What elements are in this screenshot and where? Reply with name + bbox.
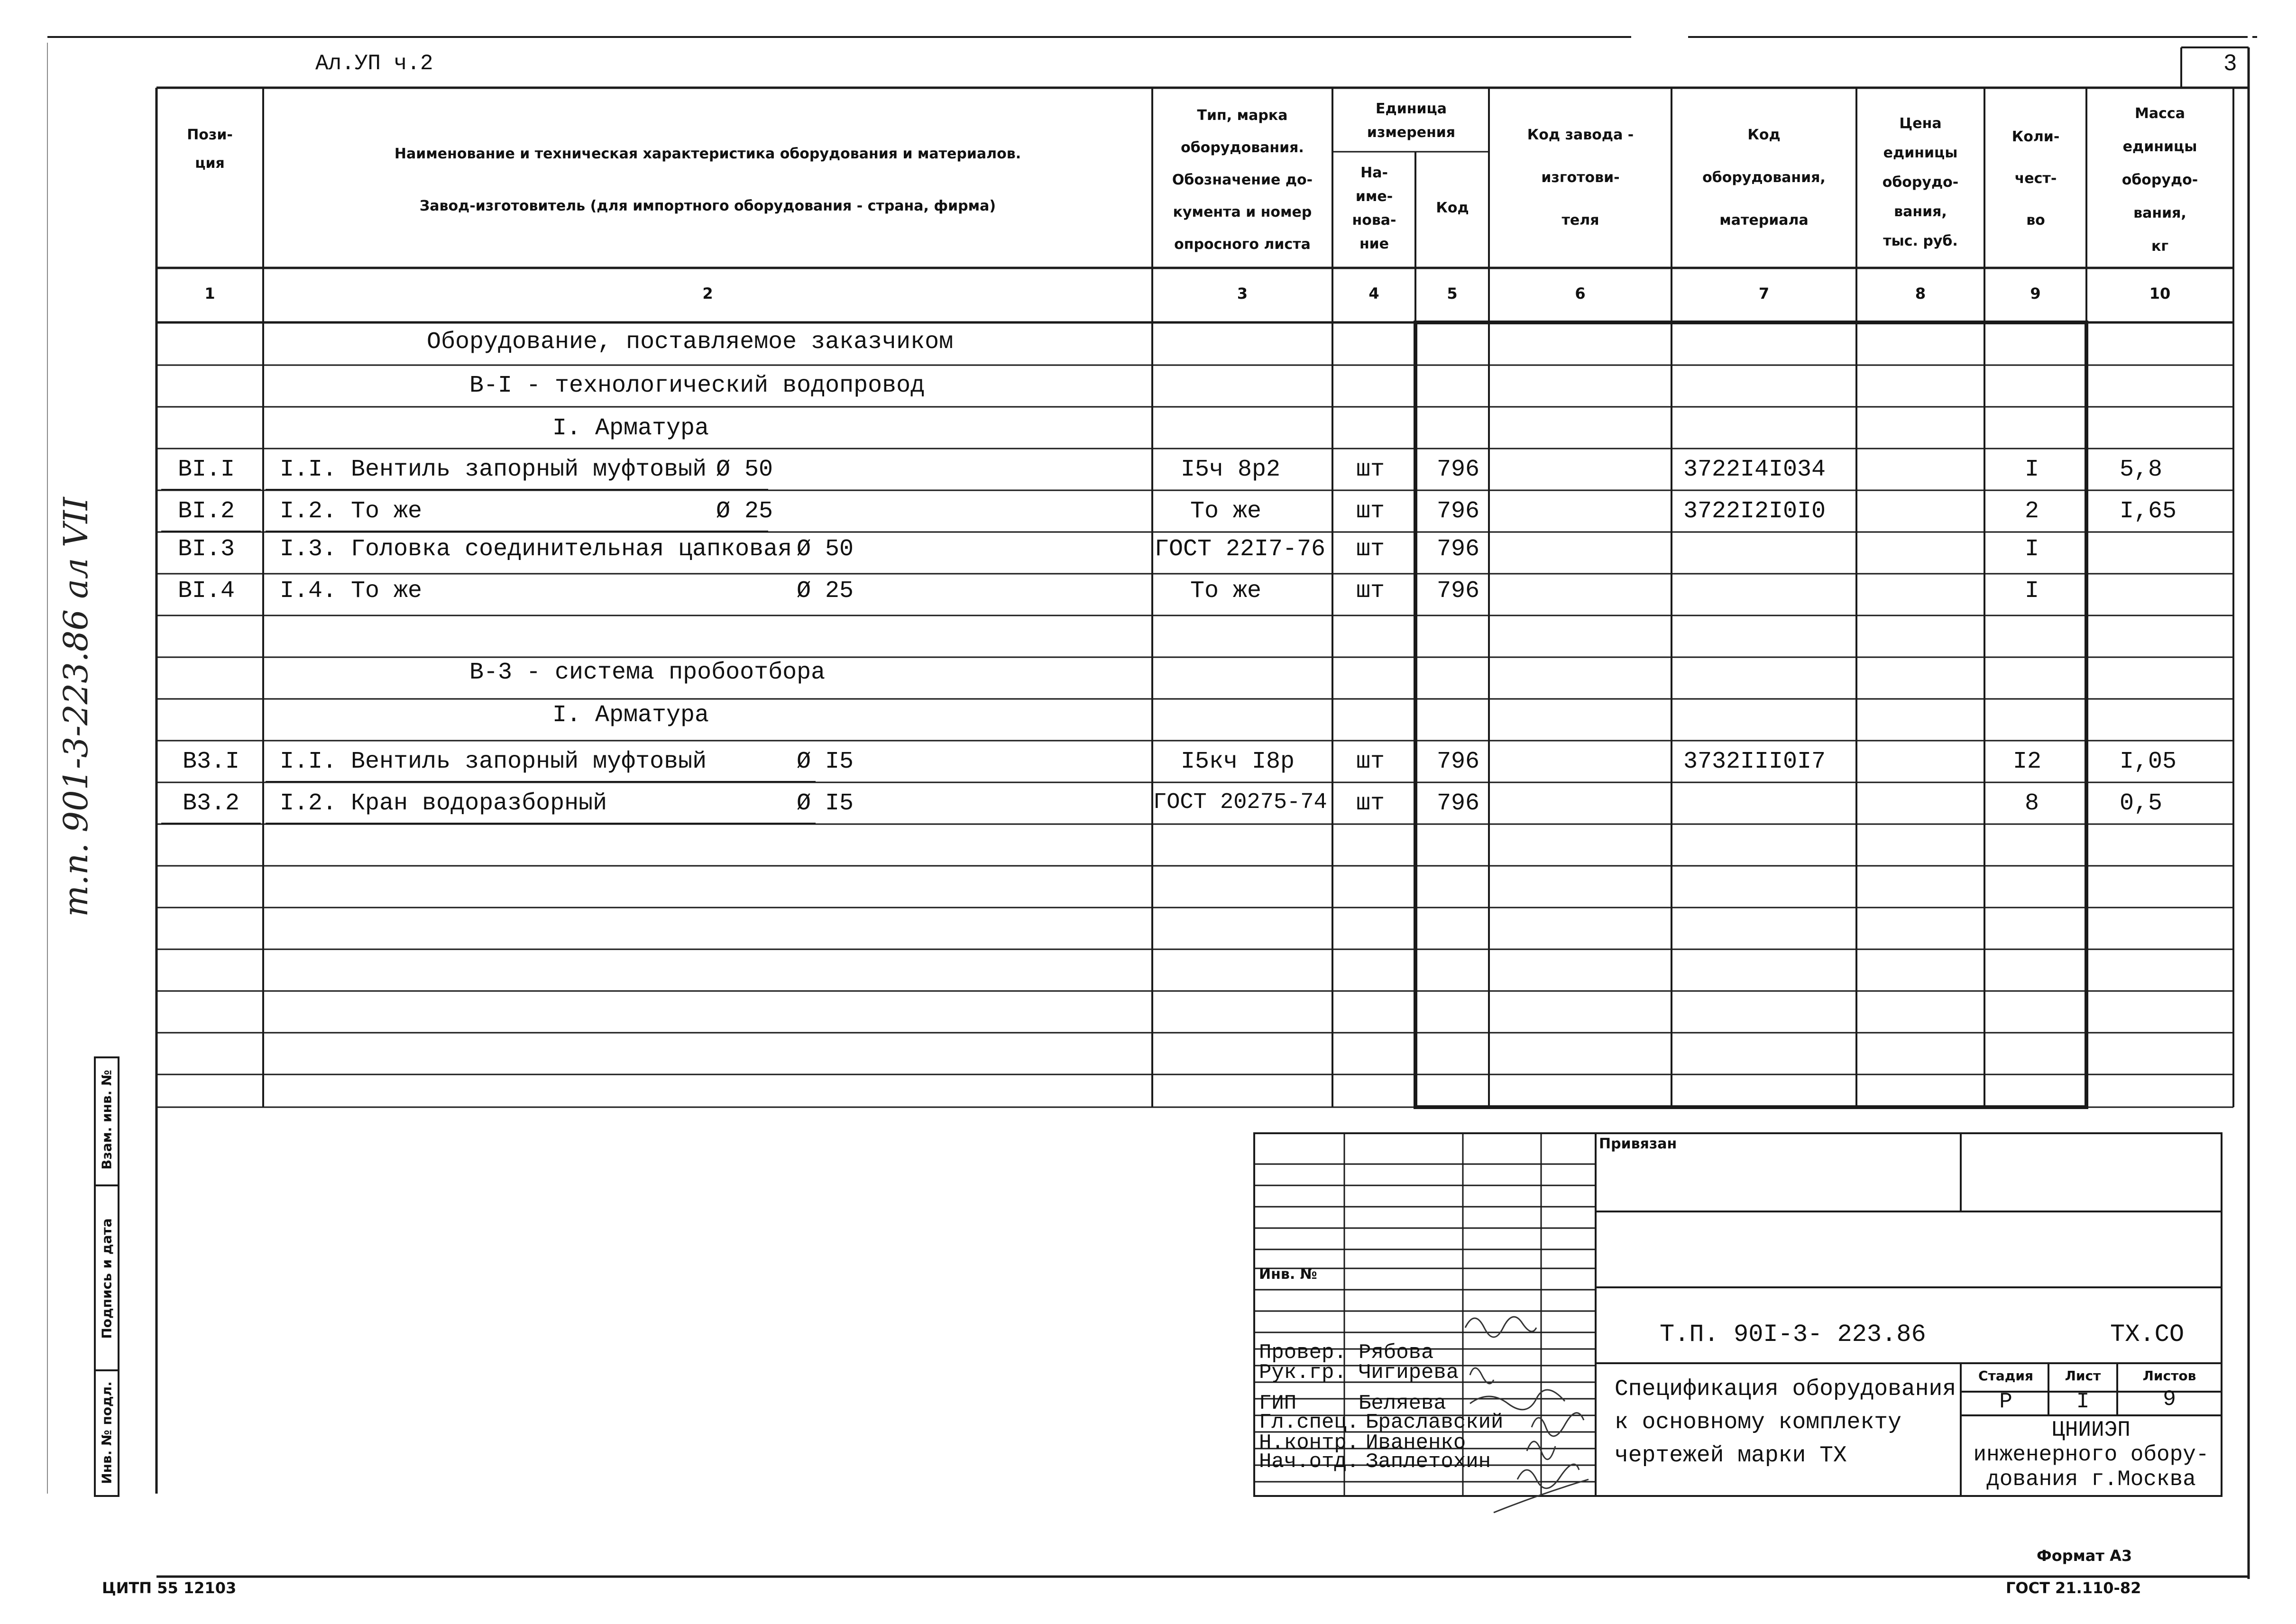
table-cell-name: I.3. Головка соединительная цапковая [280,536,792,563]
table-cell-dia: Ø 50 [797,536,854,563]
col-header-6: Код завода - изготови- теля [1527,127,1634,229]
table-cell-dia: Ø 50 [716,456,773,483]
doc-code: TX.CO [2110,1321,2185,1349]
table-cell-unit: шт [1356,748,1385,775]
col-header-unit-group: Единица измерения [1367,101,1456,141]
table-cell-qty: I [2025,578,2039,605]
table-cell-type: То же [1190,578,1262,605]
table-cell-code: 796 [1437,748,1480,775]
stage-value: Р [1999,1389,2012,1414]
col-header-4: На- име- нова- ние [1352,165,1396,252]
sign-name: Иваненко [1366,1431,1466,1455]
section-heading: I. Арматура [552,702,709,729]
table-cell-unit: шт [1356,578,1385,605]
table-cell-pos: B3.I [183,748,240,775]
table-cell-pos: BI.3 [178,536,235,563]
organization: ЦНИИЭП инженерного обору- дования г.Москва [1973,1418,2209,1492]
table-cell-unit: шт [1356,498,1385,525]
footer-format: Формат А3 [2037,1547,2132,1565]
sign-role: Н.контр. [1259,1431,1359,1455]
table-cell-type: ГОСТ 20275-74 [1153,790,1327,815]
col-header-9: Коли- чест- во [2011,128,2060,229]
sign-role: Рук.гр. [1259,1361,1347,1385]
section-heading: Оборудование, поставляемое заказчиком [427,329,954,356]
margin-note: т.п. 901-3-223.86 ал VII [56,497,95,917]
sign-name: Рябова [1359,1341,1434,1365]
col-header-10: Масса единицы оборудо- вания, кг [2122,105,2198,255]
table-cell-qty: I [2025,456,2039,483]
table-cell-mass: I,05 [2120,748,2177,775]
table-cell-unit: шт [1356,456,1385,483]
col-number-3: 3 [1237,284,1248,303]
table-cell-code: 796 [1437,498,1480,525]
table-cell-mass: 5,8 [2120,456,2163,483]
sign-name: Чигирева [1359,1361,1459,1385]
sign-role: Провер. [1259,1341,1347,1365]
inv-label: Инв. № [1259,1266,1317,1283]
page-number: 3 [2224,50,2237,75]
table-cell-qty: 2 [2025,498,2039,525]
table-cell-qty: I [2025,536,2039,563]
table-cell-name: I.4. То же [280,578,422,605]
col-header-1: Пози- ция [187,127,233,172]
section-heading: В-3 - система пробоотбора [469,659,826,686]
col-number-4: 4 [1368,284,1379,303]
table-cell-pos: BI.2 [178,498,235,525]
table-cell-type: То же [1190,498,1262,525]
doc-number: Т.П. 90I-3- 223.86 [1660,1321,1926,1349]
col-number-10: 10 [2149,284,2171,303]
table-cell-mass: I,65 [2120,498,2177,525]
table-cell-pos: B3.2 [183,790,240,817]
sheet-value: I [2076,1389,2090,1414]
table-cell-name: I.2. Кран водоразборный [280,790,607,817]
stamp-sign-date: Подпись и дата [99,1218,115,1339]
col-header-7: Код оборудования, материала [1702,127,1826,229]
table-cell-unit: шт [1356,790,1385,817]
table-cell-code: 796 [1437,578,1480,605]
col-number-5: 5 [1447,284,1458,303]
table-cell-dia: Ø 25 [716,498,773,525]
table-cell-qty: 8 [2025,790,2039,817]
col-number-1: 1 [204,284,215,303]
footer-left: ЦИТП 55 12103 [102,1579,237,1597]
sign-name: Браславский [1366,1411,1504,1434]
table-cell-equip-code: 3722I4I034 [1683,456,1826,483]
col-number-2: 2 [702,284,713,303]
doc-title: Спецификация оборудования к основному комплекту чертежей марки ТХ [1615,1376,1956,1468]
table-cell-code: 796 [1437,790,1480,817]
sign-name: Беляева [1359,1392,1446,1415]
table-cell-unit: шт [1356,536,1385,563]
col-number-9: 9 [2030,284,2041,303]
privyazan-label: Привязан [1599,1136,1677,1152]
table-cell-name: I.2. То же [280,498,422,525]
col-header-8: Цена единицы оборудо- вания, тыс. руб. [1882,115,1959,249]
table-cell-dia: Ø I5 [797,790,854,817]
table-cell-qty: I2 [2013,748,2042,775]
table-cell-pos: BI.I [178,456,235,483]
stage-label: Стадия [1978,1368,2033,1384]
table-cell-type: I5кч I8р [1181,748,1295,775]
table-cell-name: I.I. Вентиль запорный муфтовый [280,748,707,775]
table-cell-equip-code: 3732III0I7 [1683,748,1826,775]
sign-role: Нач.отд. [1259,1450,1359,1474]
col-header-5: Код [1436,200,1469,216]
table-cell-type: I5ч 8р2 [1181,456,1281,483]
sign-role: ГИП [1259,1392,1297,1415]
table-cell-dia: Ø 25 [797,578,854,605]
stamp-inv-no: Инв. № подл. [99,1381,115,1484]
table-cell-dia: Ø I5 [797,748,854,775]
table-cell-code: 796 [1437,536,1480,563]
table-cell-code: 796 [1437,456,1480,483]
sheets-label: Листов [2142,1368,2196,1384]
col-number-8: 8 [1915,284,1926,303]
table-cell-name: I.I. Вентиль запорный муфтовый [280,456,707,483]
table-cell-type: ГОСТ 22I7-76 [1155,536,1326,563]
table-cell-equip-code: 3722I2I0I0 [1683,498,1826,525]
section-heading: В-I - технологический водопровод [469,372,925,399]
sheet-label: Лист [2065,1368,2101,1384]
section-heading: I. Арматура [552,415,709,442]
col-number-6: 6 [1575,284,1586,303]
footer-gost: ГОСТ 21.110-82 [2006,1579,2141,1597]
album-label: Ал.УП ч.2 [315,51,433,76]
col-header-2: Наименование и техническая характеристика оборудования и материалов. Завод-изготовитель (для импортного оборудования - страна, фирма) [394,146,1021,214]
col-number-7: 7 [1758,284,1770,303]
col-header-3: Тип, марка оборудования. Обозначение до- кумента и номер опросного листа [1172,107,1313,253]
sign-role: Гл.спец. [1259,1411,1359,1434]
sheets-value: 9 [2163,1387,2176,1412]
sign-name: Заплетохин [1366,1450,1491,1474]
table-cell-mass: 0,5 [2120,790,2163,817]
stamp-vzam: Взам. инв. № [99,1070,115,1170]
table-cell-pos: BI.4 [178,578,235,605]
